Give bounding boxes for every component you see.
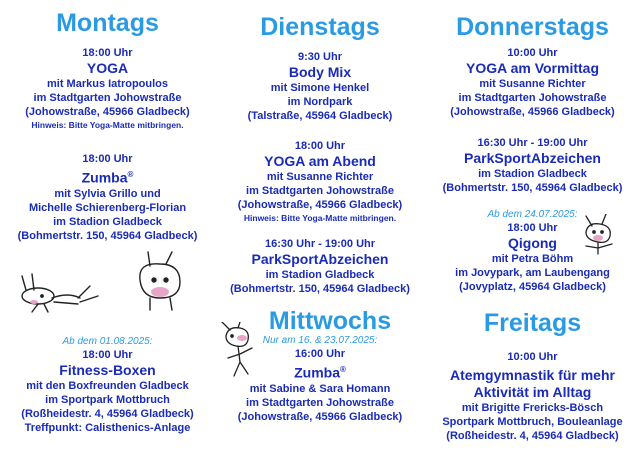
- day-heading: Dienstags: [260, 13, 380, 41]
- entry-line: mit Sylvia Grillo und: [54, 187, 161, 200]
- entry-title: YOGA am Abend: [264, 153, 376, 169]
- entry-line: (Johowstraße, 45966 Gladbeck): [450, 106, 615, 118]
- entry-line: Michelle Schierenberg-Florian: [28, 201, 187, 214]
- entry-time: 18:00 Uhr: [82, 47, 133, 59]
- entry-title: Body Mix: [288, 64, 352, 80]
- entry-line: (Roßheidestr. 4, 45964 Gladbeck): [21, 408, 194, 420]
- schedule-entry: [215, 48, 425, 123]
- entry-line: im Sportpark Mottbruch: [45, 394, 170, 406]
- schedule-entry: [215, 235, 425, 296]
- peeking-figure-icon: [130, 250, 190, 312]
- entry-time: 10:00 Uhr: [507, 351, 558, 363]
- entry-line: Sportpark Mottbruch, Bouleanlage: [442, 416, 623, 428]
- entry-line: mit Simone Henkel: [270, 82, 370, 94]
- day-heading: Freitags: [483, 309, 582, 337]
- entry-time: 16:30 Uhr - 19:00 Uhr: [264, 238, 376, 250]
- entry-time: 9:30 Uhr: [297, 51, 343, 63]
- entry-note: Nur am 16. & 23.07.2025:: [262, 335, 378, 346]
- tuesday-column: [215, 12, 425, 295]
- entry-title: Zumba®: [81, 169, 134, 186]
- schedule-entry: [425, 44, 640, 119]
- entry-line: im Stadion Gladbeck: [478, 168, 587, 180]
- entry-line: (Johowstraße, 45966 Gladbeck): [25, 106, 190, 118]
- entry-title: ParkSportAbzeichen: [251, 251, 389, 267]
- entry-line: (Johowstraße, 45966 Gladbeck): [237, 410, 403, 423]
- entry-line: mit Brigitte Frericks-Bösch: [461, 402, 604, 414]
- entry-time: 18:00 Uhr: [82, 349, 133, 361]
- entry-title: YOGA am Vormittag: [465, 60, 600, 76]
- entry-time: 16:30 Uhr - 19:00 Uhr: [477, 137, 588, 149]
- entry-title: ParkSportAbzeichen: [464, 150, 601, 166]
- dancing-figure-icon: [218, 322, 262, 380]
- entry-hint: Hinweis: Bitte Yoga-Matte mitbringen.: [31, 120, 184, 130]
- thursday-column: [425, 12, 640, 293]
- schedule-entry: [0, 150, 215, 243]
- entry-line: Treffpunkt: Calisthenics-Anlage: [24, 422, 191, 434]
- entry-line: mit Susanne Richter: [479, 78, 586, 90]
- day-heading: Montags: [56, 9, 159, 37]
- entry-line: (Talstraße, 45964 Gladbeck): [247, 110, 393, 122]
- friday-column: [425, 308, 640, 442]
- entry-time: 18:00 Uhr: [507, 222, 558, 234]
- schedule-entry: [0, 335, 215, 435]
- resting-figure-icon: [18, 268, 113, 314]
- entry-line: (Bohmertstr. 150, 45964 Gladbeck): [230, 283, 410, 295]
- schedule-entry: [425, 348, 640, 443]
- monday-column: [0, 8, 215, 434]
- entry-title: Zumba®: [294, 364, 346, 381]
- entry-line: im Nordpark: [287, 96, 353, 108]
- entry-line: mit Sabine & Sara Homann: [249, 382, 391, 395]
- entry-line: (Roßheidestr. 4, 45964 Gladbeck): [446, 430, 619, 442]
- entry-line: mit Susanne Richter: [266, 171, 374, 183]
- entry-line: mit Markus Iatropoulos: [46, 78, 169, 90]
- wednesday-column: [240, 306, 420, 336]
- entry-line: im Stadtgarten Johowstraße: [246, 185, 394, 197]
- entry-line: (Jovyplatz, 45964 Gladbeck): [459, 281, 606, 293]
- entry-hint: Hinweis: Bitte Yoga-Matte mitbringen.: [243, 213, 397, 223]
- entry-title: Qigong: [508, 235, 557, 251]
- entry-line: mit Petra Böhm: [491, 253, 574, 265]
- entry-title: Fitness-Boxen: [59, 362, 156, 378]
- schedule-entry: [0, 44, 215, 131]
- entry-line: im Stadtgarten Johowstraße: [246, 396, 394, 409]
- schedule-entry: [425, 134, 640, 195]
- entry-time: 18:00 Uhr: [294, 140, 346, 152]
- entry-line: im Jovypark, am Laubengang: [455, 267, 610, 279]
- entry-note: Ab dem 01.08.2025:: [62, 336, 153, 347]
- entry-title: Atemgymnastik für mehr: [450, 367, 615, 383]
- entry-title: Aktivität im Alltag: [473, 384, 592, 400]
- entry-line: im Stadtgarten Johowstraße: [33, 92, 182, 104]
- entry-line: im Stadtgarten Johowstraße: [458, 92, 607, 104]
- day-heading: Donnerstags: [456, 13, 609, 41]
- entry-line: (Johowstraße, 45966 Gladbeck): [237, 199, 403, 211]
- qigong-figure-icon: [580, 214, 620, 258]
- entry-note: Ab dem 24.07.2025:: [487, 209, 578, 220]
- entry-time: 18:00 Uhr: [82, 153, 133, 165]
- entry-time: 16:00 Uhr: [294, 348, 346, 360]
- entry-title: YOGA: [86, 60, 129, 76]
- entry-line: im Stadion Gladbeck: [53, 215, 162, 228]
- entry-time: 10:00 Uhr: [507, 47, 558, 59]
- entry-line: im Stadion Gladbeck: [265, 269, 375, 281]
- day-heading: Mittwochs: [268, 307, 392, 335]
- entry-line: (Bohmertstr. 150, 45964 Gladbeck): [17, 229, 198, 242]
- entry-line: mit den Boxfreunden Gladbeck: [26, 380, 189, 392]
- entry-line: (Bohmertstr. 150, 45964 Gladbeck): [442, 182, 623, 194]
- schedule-entry: [215, 137, 425, 224]
